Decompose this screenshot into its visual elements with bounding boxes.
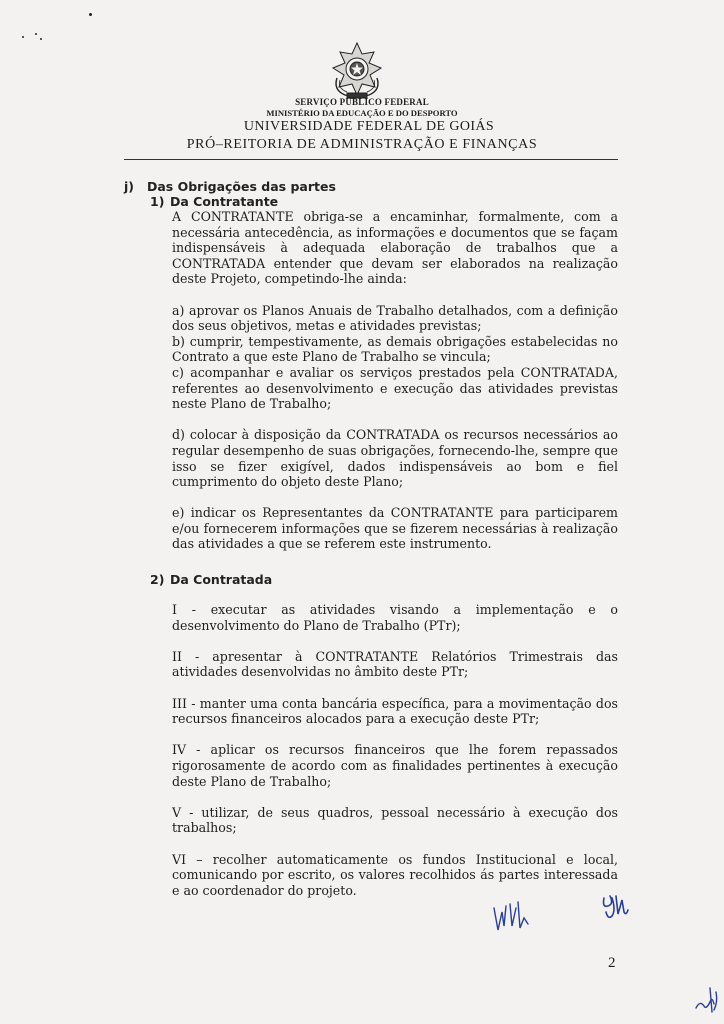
section-title: Das Obrigações das partes [147,179,336,194]
contratante-intro: A CONTRATANTE obriga-se a encaminhar, formalmente, com a necessária antecedência, as informações e documentos que se façam indispensáveis à adequada elaboração de trabalhos que a CONTRATADA entender que devam ser elaborados na realização deste Projeto, competindo-lhe ainda: [172,209,618,287]
initials-signature-1 [488,896,536,938]
contratante-item-a: a) aprovar os Planos Anuais de Trabalho detalhados, com a definição dos seus objetivos, metas e atividades previstas; [172,302,618,334]
initials-signature-2 [598,890,634,926]
page-number: 2 [608,955,616,971]
contratada-item-ii: II - apresentar à CONTRATANTE Relatórios Trimestrais das atividades desenvolvidas no âmbito deste PTr; [172,648,618,680]
contratada-item-iv: IV - aplicar os recursos financeiros que lhe forem repassados rigorosamente de acordo com as finalidades pertinentes à execução deste Plano de Trabalho; [172,742,618,789]
contratante-item-e: e) indicar os Representantes da CONTRATANTE para participarem e/ou fornecerem informações que se fizerem necessárias à realização das atividades a que se referem este instrumento. [172,505,618,552]
speck [22,36,24,38]
contratada-item-i: I - executar as atividades visando a implementação e o desenvolvimento do Plano de Trabalho (PTr); [172,602,618,633]
header-divider [124,159,618,160]
subsection-1-number: 1) [150,194,165,209]
contratante-item-b: b) cumprir, tempestivamente, as demais obrigações estabelecidas no Contrato a que este Plano de Trabalho se vincula; [172,333,618,365]
contratante-body [172,209,618,552]
corner-signature [692,978,722,1018]
contratante-item-c: c) acompanhar e avaliar os serviços prestados pela CONTRATADA, referentes ao desenvolvimento e execução das atividades previstas neste Plano de Trabalho; [172,364,618,412]
subsection-1-title: Da Contratante [170,194,279,209]
speck [89,13,92,16]
speck [40,38,42,40]
header-line-service: SERVIÇO PÚBLICO FEDERAL [295,97,429,107]
section-letter: j) [124,179,134,194]
letterhead [0,97,724,154]
contratada-body [172,602,618,898]
coat-of-arms-icon [327,40,387,102]
contratada-item-vi: VI – recolher automaticamente os fundos Institucional e local, comunicando por escrito, os valores recolhidos ás partes interessada e ao coordenador do projeto. [172,851,618,898]
scan-specks [20,8,80,48]
header-university: UNIVERSIDADE FEDERAL DE GOIÁS [243,119,495,134]
header-pro-rectory: PRÓ–REITORIA DE ADMINISTRAÇÃO E FINANÇAS [186,137,538,152]
contratante-item-d: d) colocar à disposição da CONTRATADA os recursos necessários ao regular desempenho de suas obrigações, fornecendo-lhe, sempre que isso se fizer exigível, dados indispensáveis ao bom e fiel cumprimento do objeto deste Plano; [172,427,618,490]
subsection-2-title: Da Contratada [170,572,273,587]
header-line-ministry: MINISTÉRIO DA EDUCAÇÃO E DO DESPORTO [266,108,458,118]
contratada-item-v: V - utilizar, de seus quadros, pessoal necessário à execução dos trabalhos; [172,804,618,836]
subsection-2-number: 2) [150,572,165,587]
contratada-item-iii: III - manter uma conta bancária específica, para a movimentação dos recursos financeiros alocados para a execução deste PTr; [172,695,618,727]
speck [35,33,37,35]
